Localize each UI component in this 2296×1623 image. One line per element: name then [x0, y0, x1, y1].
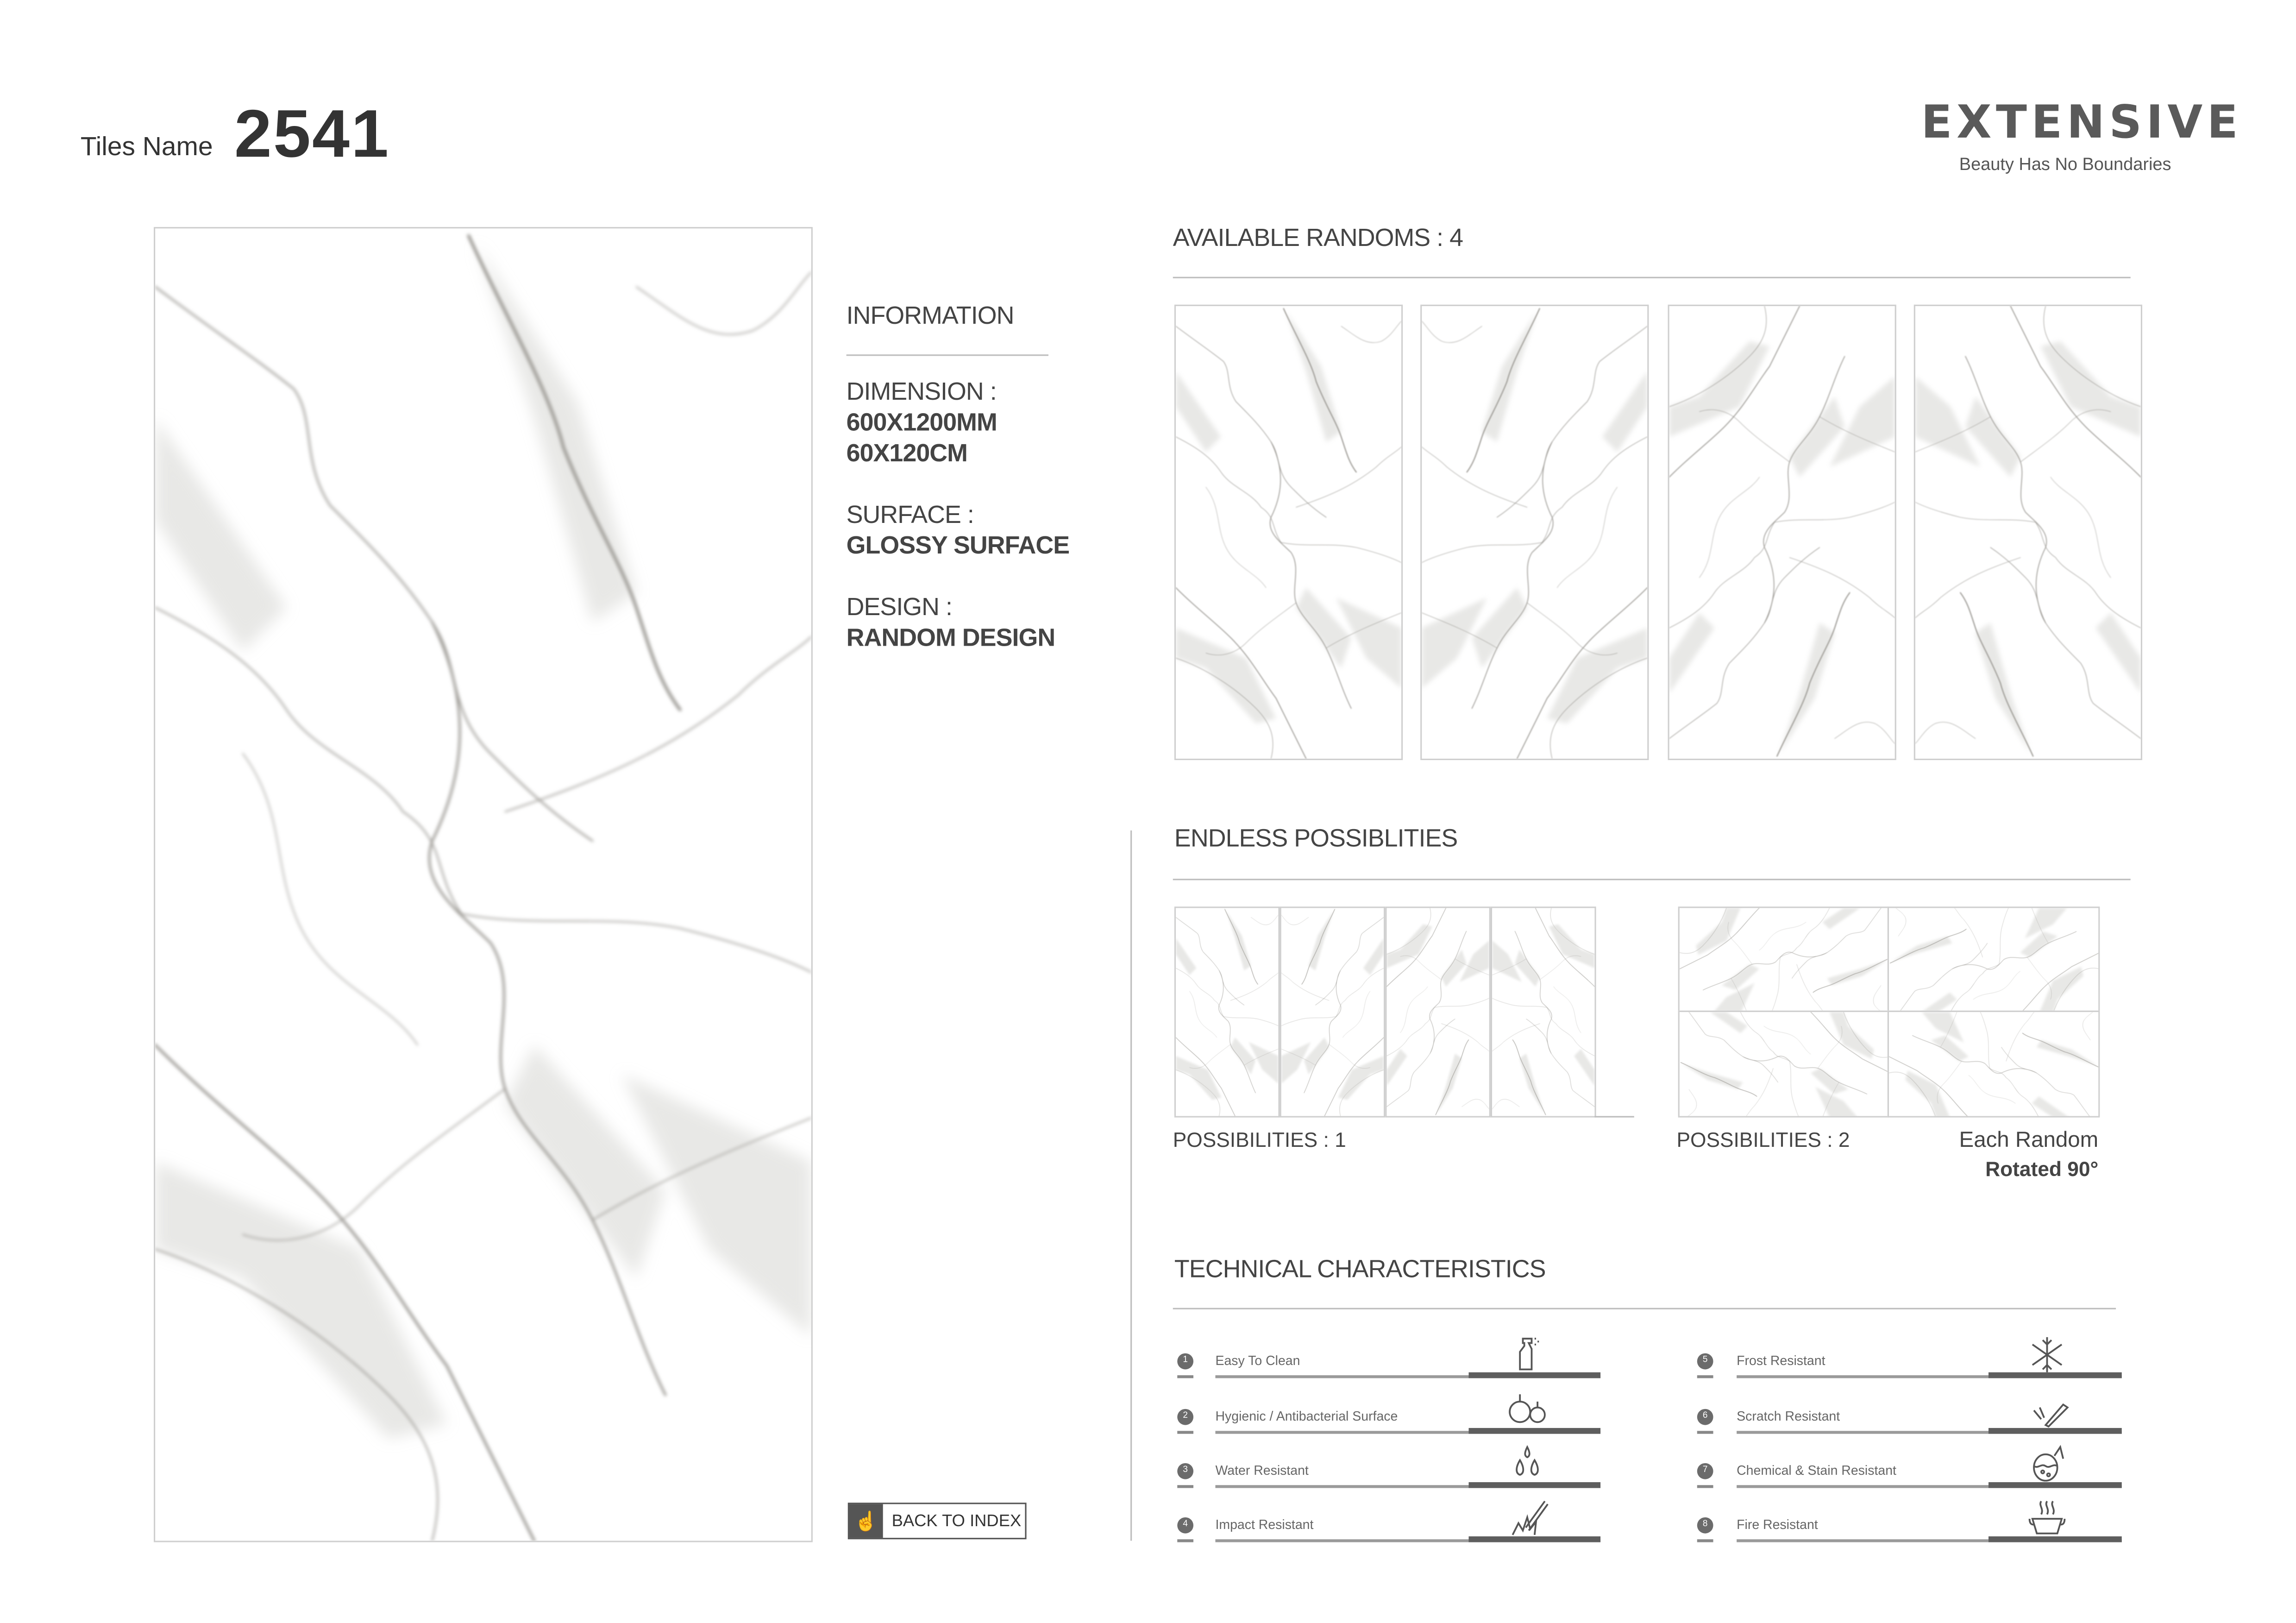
- item-label: Water Resistant: [1215, 1463, 1309, 1478]
- possibilities-1-label: POSSIBILITIES : 1: [1173, 1127, 1346, 1151]
- number-underline: [1697, 1485, 1713, 1488]
- each-random-note: Each Random: [1959, 1127, 2099, 1153]
- random-tile-4: [1914, 305, 2142, 760]
- divider: [1173, 277, 2131, 278]
- dimension-mm: 600X1200MM: [846, 409, 997, 437]
- item-bar: [1989, 1428, 2122, 1434]
- item-label: Hygienic / Antibacterial Surface: [1215, 1409, 1398, 1424]
- number-underline: [1177, 1539, 1193, 1542]
- item-label: Chemical & Stain Resistant: [1737, 1463, 1896, 1478]
- number-underline: [1697, 1375, 1713, 1378]
- item-number: 7: [1697, 1463, 1713, 1479]
- endless-possibilities-title: ENDLESS POSSIBLITIES: [1174, 824, 1458, 853]
- surface-label: SURFACE :: [846, 501, 974, 529]
- item-number: 6: [1697, 1409, 1713, 1425]
- possibilities-2-label: POSSIBILITIES : 2: [1676, 1127, 1850, 1151]
- tile-code: 2541: [234, 95, 390, 171]
- random-tile-1: [1174, 305, 1403, 760]
- tiles-name-label: Tiles Name: [80, 132, 213, 161]
- available-randoms-title: AVAILABLE RANDOMS : 4: [1173, 224, 1463, 252]
- item-label: Frost Resistant: [1737, 1353, 1826, 1368]
- possibility-1-tile: [1385, 906, 1491, 1117]
- item-number: 8: [1697, 1517, 1713, 1534]
- item-number: 1: [1177, 1353, 1193, 1370]
- technical-title: TECHNICAL CHARACTERISTICS: [1174, 1255, 1546, 1283]
- divider: [1173, 879, 2131, 880]
- item-label: Scratch Resistant: [1737, 1409, 1840, 1424]
- information-title: INFORMATION: [846, 302, 1014, 330]
- rotated-note: Rotated 90°: [1985, 1157, 2099, 1181]
- vertical-divider: [1130, 830, 1132, 1541]
- number-underline: [1697, 1431, 1713, 1434]
- possibility-1-tile: [1491, 906, 1596, 1117]
- random-tile-3: [1668, 305, 1896, 760]
- divider: [847, 354, 1048, 356]
- impact-hammer-icon: [1506, 1498, 1549, 1536]
- design-value: RANDOM DESIGN: [846, 624, 1055, 652]
- hot-pot-icon: [2025, 1498, 2069, 1536]
- back-to-index-button[interactable]: [848, 1503, 1027, 1539]
- knife-scratch-icon: [2025, 1390, 2069, 1428]
- divider: [1594, 1116, 1634, 1117]
- possibility-2-tile: [1888, 1011, 2100, 1118]
- item-number: 3: [1177, 1463, 1193, 1479]
- item-bar: [1468, 1536, 1600, 1542]
- item-number: 4: [1177, 1517, 1193, 1534]
- main-tile-image: [154, 227, 813, 1542]
- design-label: DESIGN :: [846, 593, 953, 621]
- number-underline: [1177, 1431, 1193, 1434]
- item-bar: [1989, 1482, 2122, 1488]
- item-bar: [1989, 1536, 2122, 1542]
- divider: [1173, 1308, 2116, 1309]
- number-underline: [1177, 1485, 1193, 1488]
- brand-logo: EXTENSIVE: [1921, 96, 2243, 150]
- spray-bottle-icon: [1506, 1334, 1549, 1372]
- surface-value: GLOSSY SURFACE: [846, 531, 1070, 560]
- snowflake-icon: [2025, 1334, 2069, 1372]
- item-bar: [1468, 1482, 1600, 1488]
- dimension-label: DIMENSION :: [846, 377, 997, 406]
- item-bar: [1468, 1372, 1600, 1378]
- item-number: 2: [1177, 1409, 1193, 1425]
- possibility-2-tile: [1678, 906, 1889, 1012]
- chemical-flask-icon: [2025, 1444, 2069, 1482]
- dimension-cm: 60X120CM: [846, 439, 967, 467]
- water-drops-icon: [1506, 1444, 1549, 1482]
- item-number: 5: [1697, 1353, 1713, 1370]
- apples-icon: [1506, 1390, 1549, 1428]
- brand-tagline: Beauty Has No Boundaries: [1959, 154, 2171, 175]
- random-tile-2: [1420, 305, 1649, 760]
- item-bar: [1989, 1372, 2122, 1378]
- possibility-1-tile: [1174, 906, 1280, 1117]
- item-bar: [1468, 1428, 1600, 1434]
- back-to-index-label: BACK TO INDEX: [891, 1512, 1022, 1530]
- item-label: Impact Resistant: [1215, 1517, 1314, 1532]
- item-label: Fire Resistant: [1737, 1517, 1818, 1532]
- number-underline: [1697, 1539, 1713, 1542]
- possibility-2-tile: [1888, 906, 2100, 1012]
- number-underline: [1177, 1375, 1193, 1378]
- possibility-2-tile: [1678, 1011, 1889, 1118]
- hand-pointer-icon: ☝: [849, 1504, 883, 1538]
- possibility-1-tile: [1280, 906, 1386, 1117]
- item-label: Easy To Clean: [1215, 1353, 1300, 1368]
